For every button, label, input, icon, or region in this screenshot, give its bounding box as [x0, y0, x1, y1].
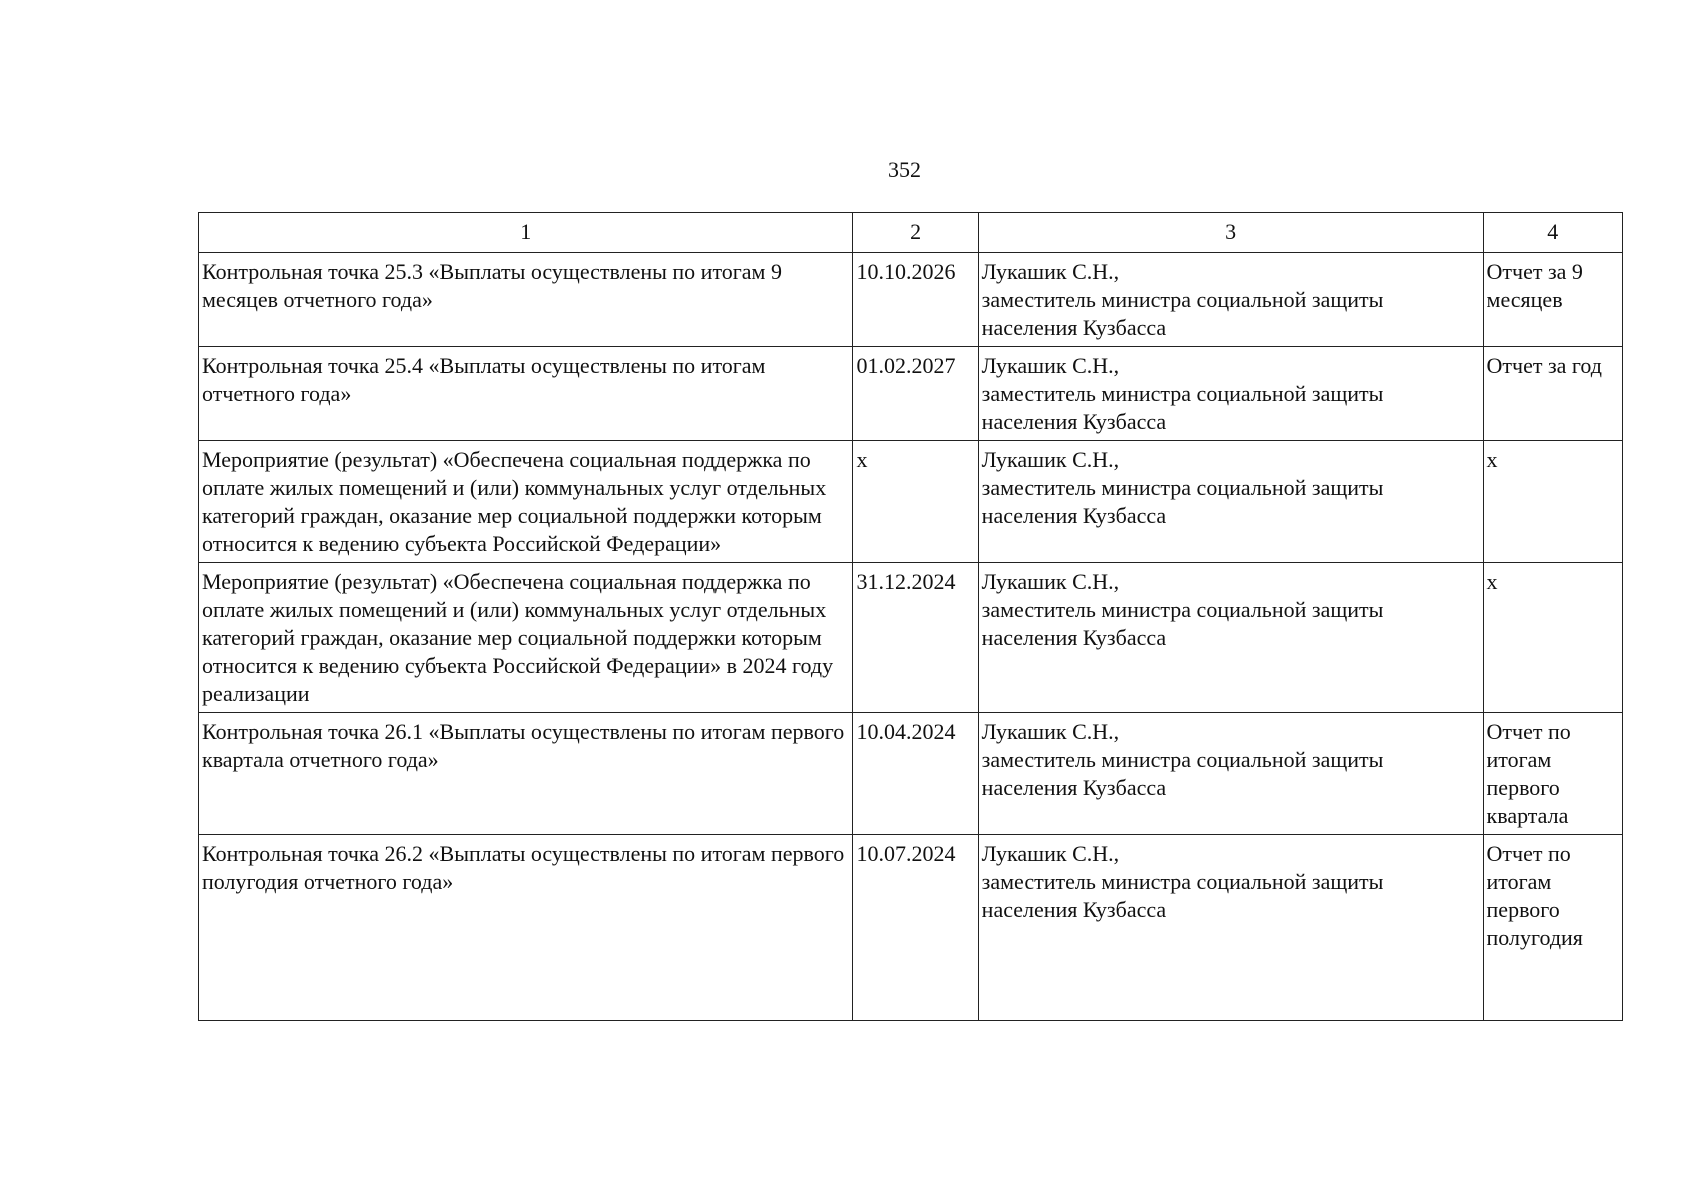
row-document: х	[1483, 441, 1622, 563]
responsible-name: Лукашик С.Н.,	[981, 353, 1120, 378]
row-title: Контрольная точка 26.2 «Выплаты осуществлены по итогам первого полугодия отчетного года»	[199, 835, 853, 1021]
column-header-2: 2	[853, 213, 978, 253]
row-responsible	[978, 347, 1483, 441]
row-title: Контрольная точка 25.4 «Выплаты осуществлены по итогам отчетного года»	[199, 347, 853, 441]
responsible-name: Лукашик С.Н.,	[981, 259, 1120, 284]
table-row	[199, 441, 1623, 563]
row-responsible	[978, 835, 1483, 1021]
column-header-1: 1	[199, 213, 853, 253]
document-table	[198, 212, 1623, 1021]
row-title: Контрольная точка 25.3 «Выплаты осуществлены по итогам 9 месяцев отчетного года»	[199, 253, 853, 347]
table-row	[199, 835, 1623, 1021]
row-document: х	[1483, 563, 1622, 713]
row-date: 01.02.2027	[853, 347, 978, 441]
row-document: Отчет за 9 месяцев	[1483, 253, 1622, 347]
row-title: Мероприятие (результат) «Обеспечена социальная поддержка по оплате жилых помещений и (или) коммунальных услуг отдельных категорий граждан, оказание мер социальной поддержки которым относится к ведению субъекта Российской Федерации» в 2024 году реализации	[199, 563, 853, 713]
table-row	[199, 713, 1623, 835]
row-date: 31.12.2024	[853, 563, 978, 713]
responsible-name: Лукашик С.Н.,	[981, 447, 1120, 472]
row-date: 10.04.2024	[853, 713, 978, 835]
row-document: Отчет за год	[1483, 347, 1622, 441]
table-row	[199, 253, 1623, 347]
responsible-name: Лукашик С.Н.,	[981, 719, 1120, 744]
row-document: Отчет по итогам первого квартала	[1483, 713, 1622, 835]
row-responsible	[978, 441, 1483, 563]
responsible-name: Лукашик С.Н.,	[981, 569, 1120, 594]
table-row	[199, 347, 1623, 441]
page-number: 352	[888, 157, 921, 182]
row-responsible	[978, 563, 1483, 713]
row-date: 10.10.2026	[853, 253, 978, 347]
row-title: Контрольная точка 26.1 «Выплаты осуществлены по итогам первого квартала отчетного года»	[199, 713, 853, 835]
column-header-4: 4	[1483, 213, 1622, 253]
row-responsible	[978, 253, 1483, 347]
row-document: Отчет по итогам первого полугодия	[1483, 835, 1622, 1021]
responsible-position: заместитель министра социальной защиты населения Кузбасса	[981, 287, 1384, 340]
responsible-position: заместитель министра социальной защиты населения Кузбасса	[981, 381, 1384, 434]
responsible-name: Лукашик С.Н.,	[981, 841, 1120, 866]
row-date: 10.07.2024	[853, 835, 978, 1021]
table-row	[199, 563, 1623, 713]
row-title: Мероприятие (результат) «Обеспечена социальная поддержка по оплате жилых помещений и (или) коммунальных услуг отдельных категорий граждан, оказание мер социальной поддержки которым относится к ведению субъекта Российской Федерации»	[199, 441, 853, 563]
responsible-position: заместитель министра социальной защиты населения Кузбасса	[981, 597, 1384, 650]
row-responsible	[978, 713, 1483, 835]
row-date: х	[853, 441, 978, 563]
responsible-position: заместитель министра социальной защиты населения Кузбасса	[981, 747, 1384, 800]
responsible-position: заместитель министра социальной защиты населения Кузбасса	[981, 475, 1384, 528]
table-header-row	[199, 213, 1623, 253]
responsible-position: заместитель министра социальной защиты населения Кузбасса	[981, 869, 1384, 922]
column-header-3: 3	[978, 213, 1483, 253]
